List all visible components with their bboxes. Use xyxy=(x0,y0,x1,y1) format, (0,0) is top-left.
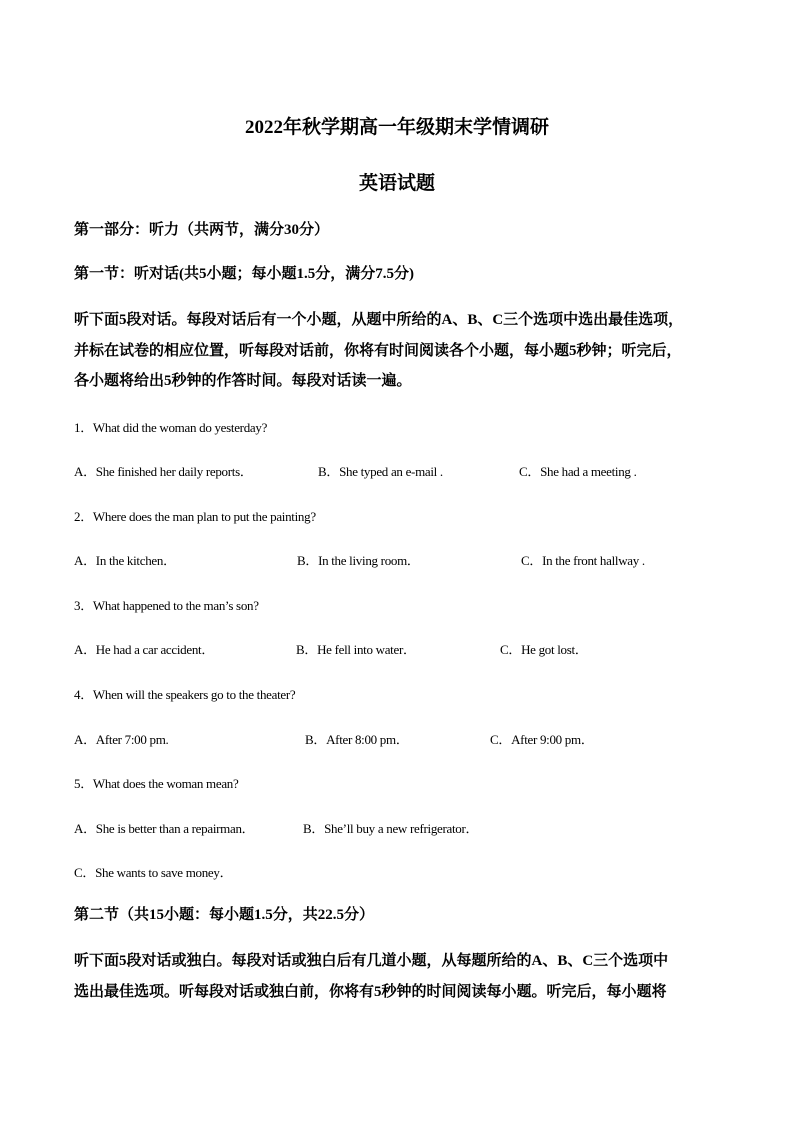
instruction-line: 并标在试卷的相应位置，听每段对话前，你将有时间阅读各个小题，每小题5秒钟；听完后， xyxy=(74,343,682,359)
exam-title: 2022年秋学期高一年级期末学情调研 xyxy=(244,117,549,138)
part1-heading: 第一部分：听力（共两节，满分30分） xyxy=(74,222,330,238)
instruction-line: 听下面5段对话。每段对话后有一个小题，从题中所给的A、B、C三个选项中选出最佳选项， xyxy=(74,312,684,328)
instruction-line: 听下面5段对话或独白。每段对话或独白后有几道小题，从每题所给的A、B、C三个选项中 xyxy=(74,953,669,969)
question-stem: 1．What did the woman do yesterday? xyxy=(74,420,268,435)
option-b: B．After 8:00 pm． xyxy=(305,732,409,747)
option-a: A．She is better than a repairman． xyxy=(74,821,255,836)
option-b: B．She’ll buy a new refrigerator． xyxy=(303,821,479,836)
option-c: C．After 9:00 pm． xyxy=(490,732,594,747)
option-a: A．He had a car accident． xyxy=(74,642,215,657)
option-c: C．She had a meeting . xyxy=(519,464,637,479)
instruction-line: 各小题将给出5秒钟的作答时间。每段对话读一遍。 xyxy=(74,373,412,389)
instruction-line: 选出最佳选项。听每段对话或独白前，你将有5秒钟的时间阅读每小题。听完后，每小题将 xyxy=(74,984,667,1000)
question-stem: 4．When will the speakers go to the theater? xyxy=(74,687,296,702)
option-a: A．In the kitchen． xyxy=(74,553,176,568)
option-b: B．He fell into water． xyxy=(296,642,416,657)
exam-subtitle: 英语试题 xyxy=(358,173,435,194)
option-a: A．After 7:00 pm. xyxy=(74,732,169,747)
option-b: B．In the living room． xyxy=(297,553,420,568)
option-c: C．He got lost． xyxy=(500,642,588,657)
option-a: A．She finished her daily reports． xyxy=(74,464,253,479)
option-b: B．She typed an e-mail . xyxy=(318,464,443,479)
question-stem: 3．What happened to the man’s son? xyxy=(74,598,259,613)
option-c: C．In the front hallway . xyxy=(521,553,645,568)
option-c: C．She wants to save money． xyxy=(74,865,233,880)
question-stem: 5．What does the woman mean? xyxy=(74,776,239,791)
question-stem: 2．Where does the man plan to put the painting? xyxy=(74,509,316,524)
section2-heading: 第二节（共15小题：每小题1.5分，共22.5分） xyxy=(74,907,375,923)
section1-heading: 第一节：听对话(共5小题；每小题1.5分，满分7.5分) xyxy=(74,266,414,282)
